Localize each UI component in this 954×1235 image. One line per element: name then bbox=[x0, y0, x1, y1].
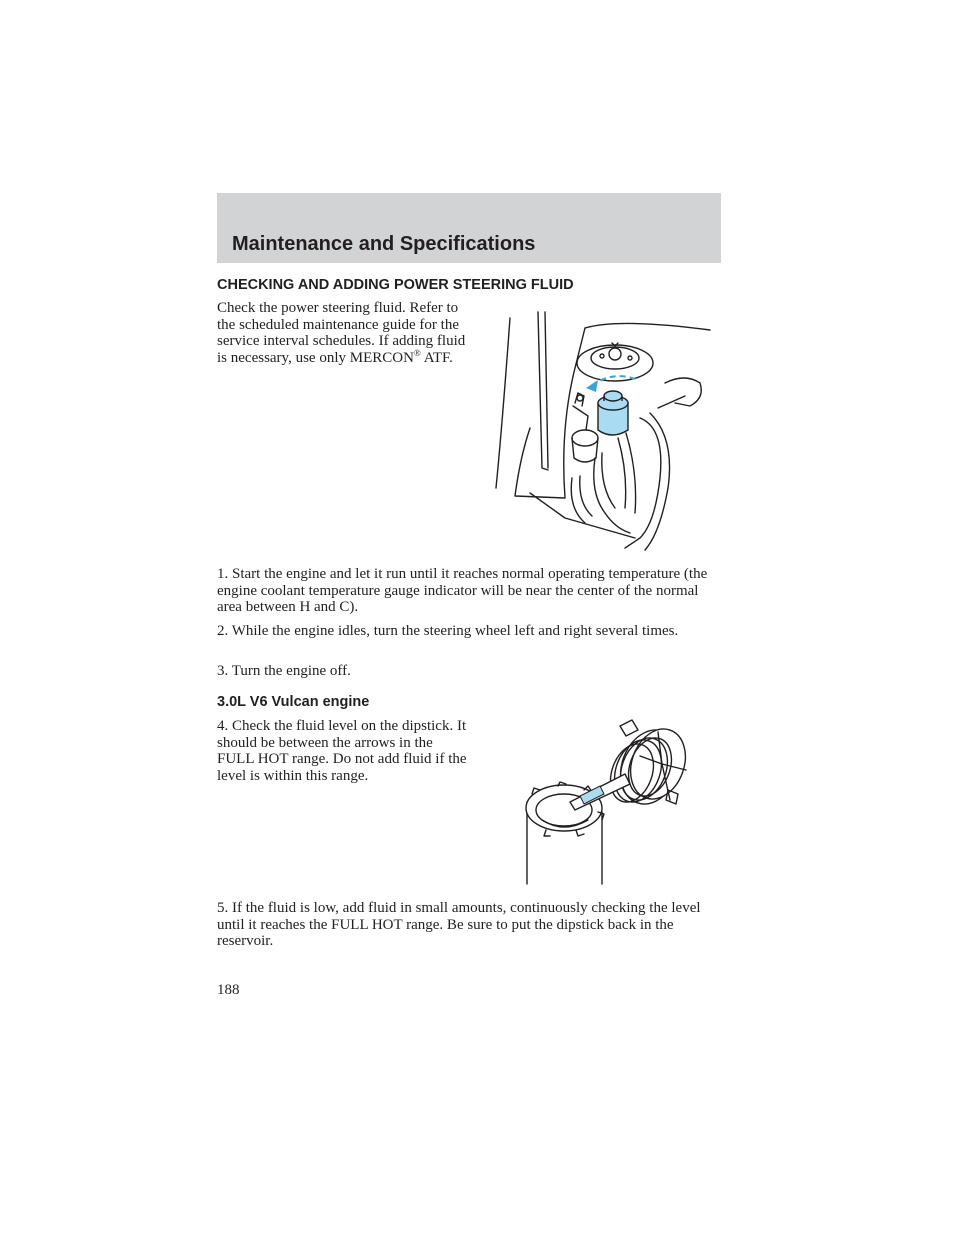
section-heading-power-steering: CHECKING AND ADDING POWER STEERING FLUID bbox=[217, 277, 574, 293]
section-heading-vulcan: 3.0L V6 Vulcan engine bbox=[217, 694, 370, 710]
engine-reservoir-illustration bbox=[490, 308, 715, 553]
step-4: 4. Check the fluid level on the dipstick. It should be between the arrows in the FULL HOT range. Do not add fluid if the level is within this range. bbox=[217, 718, 467, 784]
page-number: 188 bbox=[217, 982, 240, 998]
power-steering-reservoir bbox=[598, 391, 628, 435]
step-1: 1. Start the engine and let it run until it reaches normal operating temperature (the engine coolant temperature gauge indicator will be near the center of the normal area between H and C). bbox=[217, 566, 708, 615]
dipstick-illustration bbox=[520, 712, 695, 887]
header-band bbox=[217, 193, 721, 263]
intro-text: Check the power steering fluid. Refer to the scheduled maintenance guide for the service interval schedules. If adding fluid is necessary, use only MERCON bbox=[217, 300, 466, 366]
registered-mark: ® bbox=[413, 347, 421, 358]
dipstick-cap bbox=[603, 720, 695, 812]
step-2: 2. While the engine idles, turn the steering wheel left and right several times. bbox=[217, 623, 679, 639]
arrow-head-icon bbox=[586, 380, 598, 392]
hood-strut bbox=[538, 312, 548, 470]
page-title: Maintenance and Specifications bbox=[232, 233, 536, 255]
step-5: 5. If the fluid is low, add fluid in small amounts, continuously checking the level until it reaches the FULL HOT range. Be sure to put the dipstick back in the reservoir. bbox=[217, 900, 701, 949]
step-3: 3. Turn the engine off. bbox=[217, 663, 351, 679]
intro-end: ATF. bbox=[420, 349, 453, 366]
intro-paragraph bbox=[217, 300, 472, 366]
